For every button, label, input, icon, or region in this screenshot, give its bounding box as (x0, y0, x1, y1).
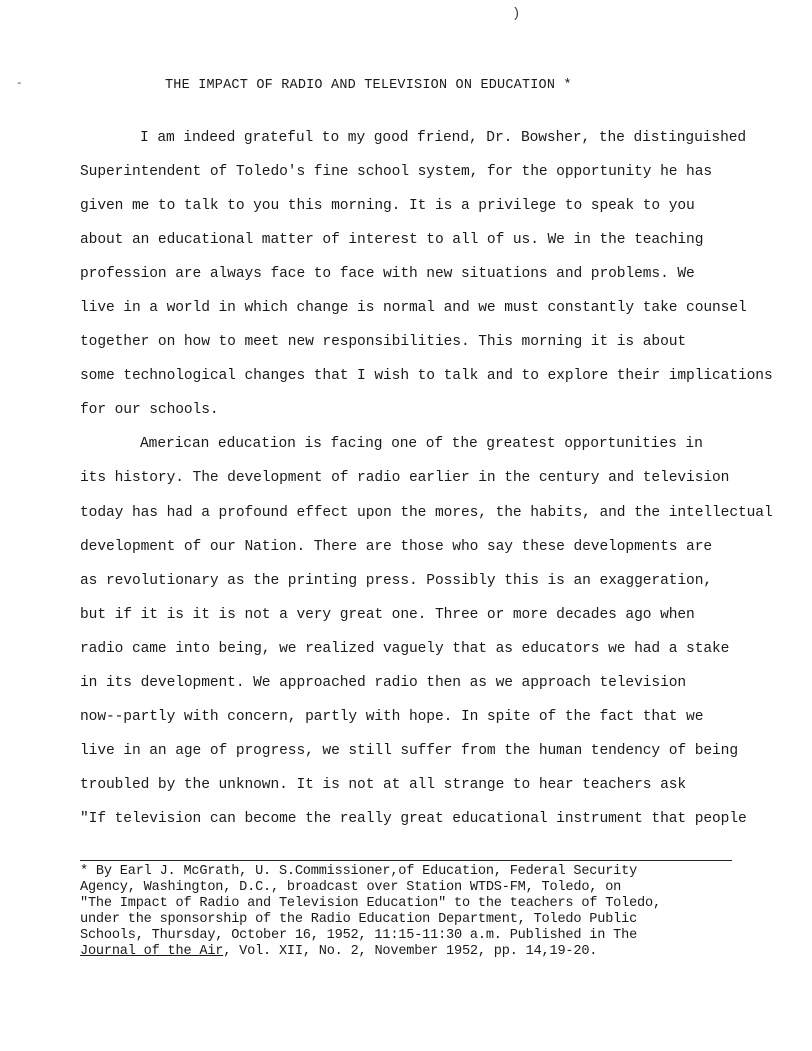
document-title: THE IMPACT OF RADIO AND TELEVISION ON EDUCATION * (165, 78, 572, 93)
text-line: now--partly with concern, partly with hope. In spite of the fact that we (80, 709, 704, 725)
text-line: but if it is it is not a very great one. Three or more decades ago when (80, 607, 695, 623)
text-line: I am indeed grateful to my good friend, Dr. Bowsher, the distinguished (140, 130, 747, 146)
text-line: live in an age of progress, we still suffer from the human tendency of being (80, 743, 738, 759)
text-line: radio came into being, we realized vaguely that as educators we had a stake (80, 641, 730, 657)
text-line: American education is facing one of the greatest opportunities in (140, 436, 703, 452)
text-line: in its development. We approached radio then as we approach television (80, 675, 687, 691)
text-line: "If television can become the really great educational instrument that people (80, 811, 747, 827)
footnote-citation (80, 944, 597, 959)
journal-details: , Vol. XII, No. 2, November 1952, pp. 14,19-20. (223, 944, 598, 959)
footnote-line: "The Impact of Radio and Television Education" to the teachers of Toledo, (80, 896, 661, 911)
footnote-divider (80, 860, 732, 861)
journal-title: Journal of the Air (80, 944, 224, 959)
text-line: Superintendent of Toledo's fine school system, for the opportunity he has (80, 164, 713, 180)
text-line: its history. The development of radio earlier in the century and television (80, 470, 730, 486)
footnote-line: Schools, Thursday, October 16, 1952, 11:15-11:30 a.m. Published in The (80, 928, 638, 943)
text-line: profession are always face to face with new situations and problems. We (80, 266, 695, 282)
footnote-line: Agency, Washington, D.C., broadcast over Station WTDS-FM, Toledo, on (80, 880, 622, 895)
text-line: troubled by the unknown. It is not at all strange to hear teachers ask (80, 777, 687, 793)
text-line: about an educational matter of interest to all of us. We in the teaching (80, 232, 704, 248)
stray-mark: ) (512, 6, 521, 22)
text-line: development of our Nation. There are those who say these developments are (80, 539, 713, 555)
text-line: some technological changes that I wish to talk and to explore their implications (80, 368, 773, 384)
text-line: given me to talk to you this morning. It is a privilege to speak to you (80, 198, 695, 214)
text-line: today has had a profound effect upon the mores, the habits, and the intellectual (80, 505, 773, 521)
margin-mark: - (16, 78, 23, 90)
text-line: as revolutionary as the printing press. Possibly this is an exaggeration, (80, 573, 713, 589)
footnote-line: under the sponsorship of the Radio Education Department, Toledo Public (80, 912, 638, 927)
text-line: for our schools. (80, 402, 219, 418)
footnote-line: * By Earl J. McGrath, U. S.Commissioner,of Education, Federal Security (80, 864, 638, 879)
text-line: live in a world in which change is normal and we must constantly take counsel (80, 300, 747, 316)
text-line: together on how to meet new responsibilities. This morning it is about (80, 334, 687, 350)
